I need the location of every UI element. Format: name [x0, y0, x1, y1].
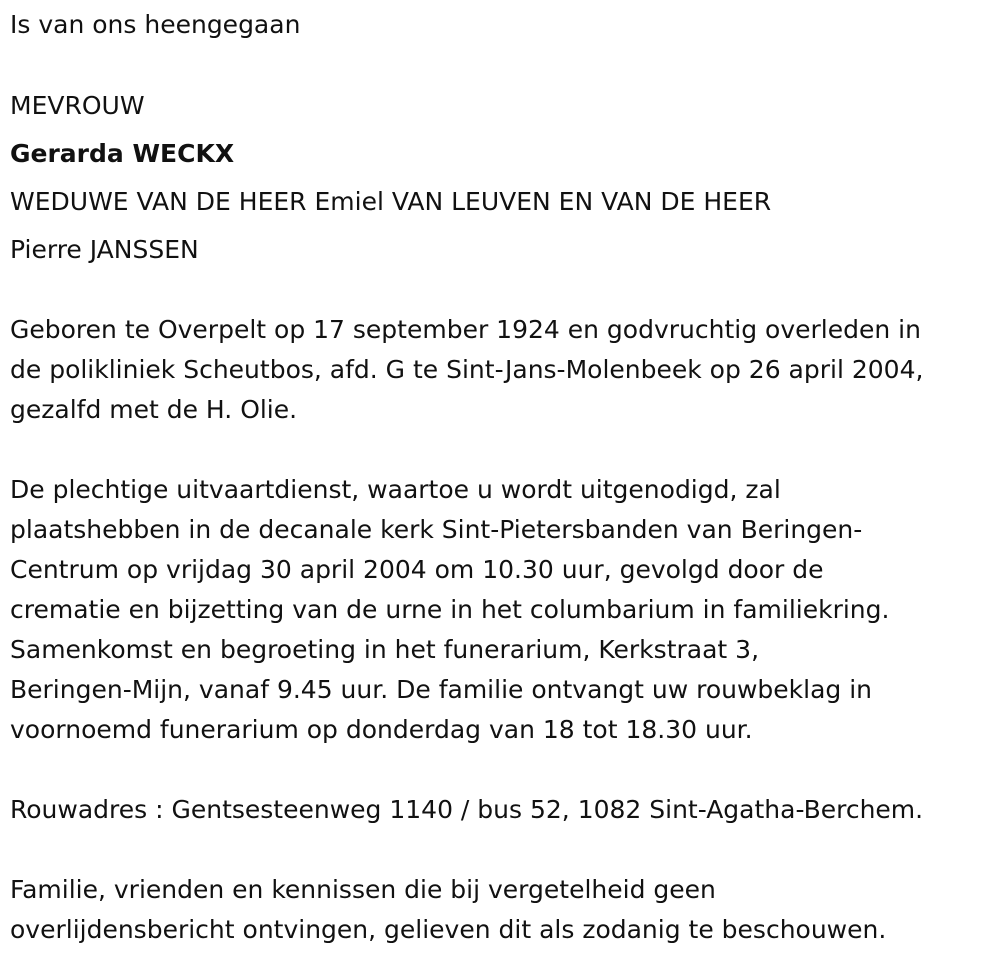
widow-line-2: Pierre JANSSEN — [10, 235, 199, 264]
birth-death-paragraph: Geboren te Overpelt op 17 september 1924 en godvruchtig overleden in de polikliniek Scheutbos, afd. G te Sint-Jans-Molenbeek op 26 april 2004, gezalfd met de H. Olie. — [10, 315, 924, 424]
family-notice-paragraph: Familie, vrienden en kennissen die bij vergetelheid geen overlijdensbericht ontvingen, gelieven dit als zodanig te beschouwen. — [10, 875, 887, 944]
widow-line-1: WEDUWE VAN DE HEER Emiel VAN LEUVEN EN VAN DE HEER — [10, 187, 772, 216]
intro-text: Is van ons heengegaan — [10, 10, 301, 39]
funeral-service-paragraph: De plechtige uitvaartdienst, waartoe u wordt uitgenodigd, zal plaatshebben in de decanale kerk Sint-Pietersbanden van Beringen- Centrum op vrijdag 30 april 2004 om 10.30 uur, gevolgd door de crematie en bijzetting van de urne in het columbarium in familiekring. Samenkomst en begroeting in het funerarium, Kerkstraat 3, Beringen-Mijn, vanaf 9.45 uur. De familie ontvangt uw rouwbeklag in voornoemd funerarium op donderdag van 18 tot 18.30 uur. — [10, 475, 890, 744]
deceased-name: Gerarda WECKX — [10, 139, 235, 168]
mourning-address: Rouwadres : Gentsesteenweg 1140 / bus 52, 1082 Sint-Agatha-Berchem. — [10, 795, 924, 824]
honorific-title: MEVROUW — [10, 91, 145, 120]
